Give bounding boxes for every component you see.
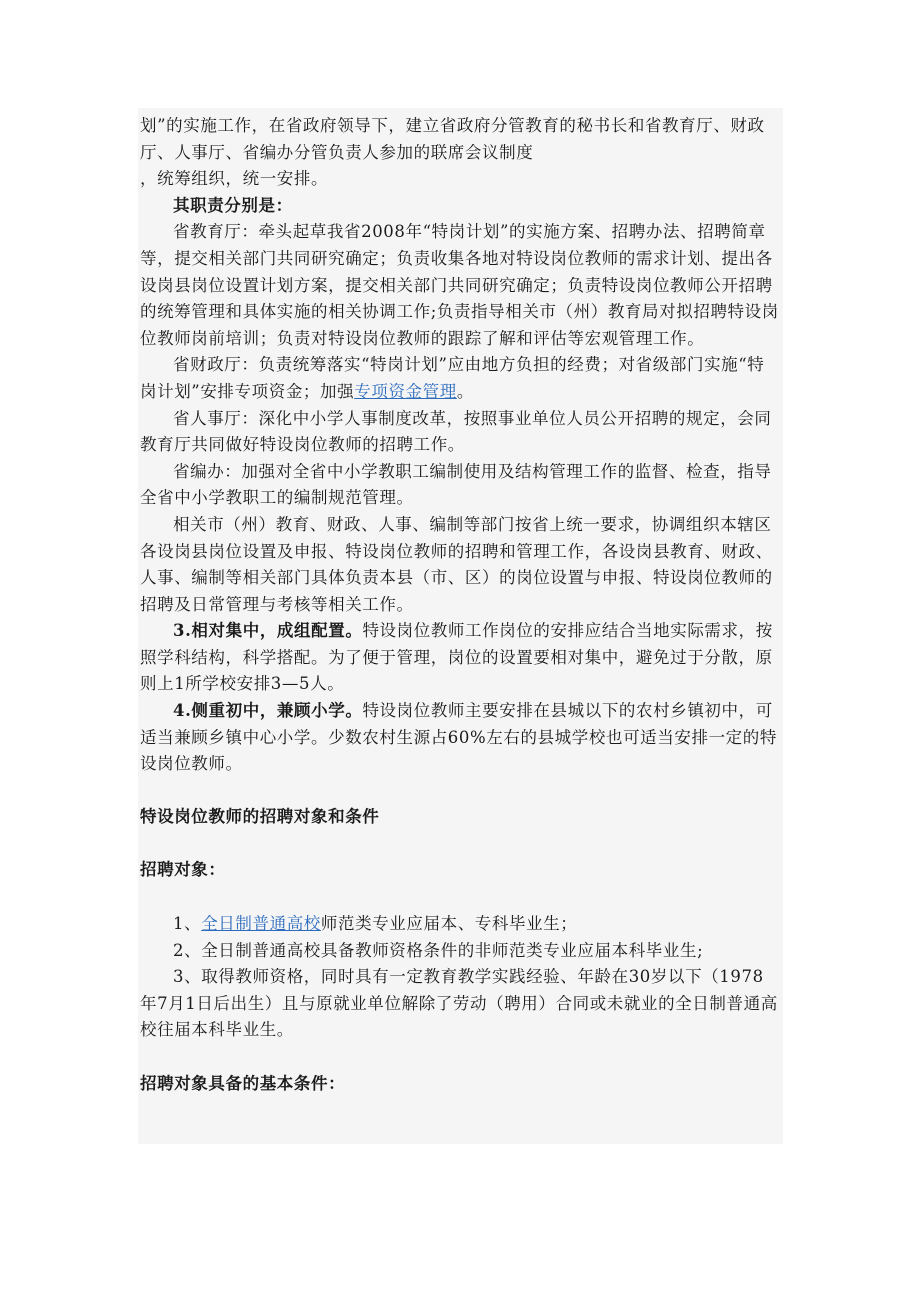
point-3-text: 特设岗位教师工作岗位的安排应结合当地实际需求，按照学科结构，科学搭配。为了便于管理，岗位的设置要相对集中，避免过于分散，原则上1所学校安排3—5人。 bbox=[140, 621, 773, 694]
intro-paragraph bbox=[140, 113, 780, 193]
target-item-1-text: 师范类专业应届本、专科毕业生； bbox=[320, 914, 578, 934]
finance-dept-paragraph bbox=[140, 352, 780, 405]
full-time-university-link[interactable]: 全日制普通高校 bbox=[201, 914, 321, 934]
personnel-dept-paragraph: 省人事厅：深化中小学人事制度改革，按照事业单位人员公开招聘的规定，会同教育厅共同做好特设岗位教师的招聘工作。 bbox=[140, 408, 772, 455]
target-item-2: 2、全日制普通高校具备教师资格条件的非师范类专业应届本科毕业生; bbox=[173, 940, 704, 960]
intro-line-1: 划”的实施工作，在省政府领导下，建立省政府分管教育的秘书长和省教育厅、财政厅、人事厅、省编办分管负责人参加的联席会议制度 bbox=[140, 116, 765, 162]
point-4-paragraph bbox=[140, 698, 780, 778]
local-depts-paragraph: 相关市（州）教育、财政、人事、编制等部门按省上统一要求，协调组织本辖区各设岗县岗位设置及申报、特设岗位教师的招聘和管理工作，各设岗县教育、财政、人事、编制等相关部门具体负责本县（市、区）的岗位设置与申报、特设岗位教师的招聘及日常管理与考核等相关工作。 bbox=[140, 514, 773, 614]
target-item-1 bbox=[140, 911, 780, 938]
recruitment-section-title: 特设岗位教师的招聘对象和条件 bbox=[140, 806, 380, 826]
point-3-paragraph bbox=[140, 618, 780, 698]
basic-conditions-heading: 招聘对象具备的基本条件： bbox=[140, 1074, 346, 1093]
target-item-1-prefix: 1、 bbox=[173, 914, 202, 934]
point-4-text: 特设岗位教师主要安排在县城以下的农村乡镇初中，可适当兼顾乡镇中心小学。少数农村生源占60%左右的县城学校也可适当安排一定的特设岗位教师。 bbox=[140, 701, 777, 774]
intro-line-2: ，统筹组织，统一安排。 bbox=[140, 169, 329, 189]
point-3-heading: 3.相对集中，成组配置。 bbox=[173, 621, 363, 641]
document-body bbox=[140, 113, 780, 1098]
special-fund-management-link[interactable]: 专项资金管理 bbox=[354, 381, 457, 401]
finance-dept-text: 省财政厅：负责统筹落实“特岗计划”应由地方负担的经费；对省级部门实施“特岗计划”安排专项资金；加强 bbox=[140, 355, 765, 401]
finance-dept-end: 。 bbox=[456, 381, 474, 401]
duties-heading: 其职责分别是： bbox=[173, 195, 293, 215]
edu-dept-paragraph: 省教育厅：牵头起草我省2008年“特岗计划”的实施方案、招聘办法、招聘简章等，提交相关部门共同研究确定；负责收集各地对特设岗位教师的需求计划、提出各设岗县岗位设置计划方案，提交相关部门共同研究确定；负责特设岗位教师公开招聘的统筹管理和具体实施的相关协调工作;负责指导相关市（州）教育局对拟招聘特设岗位教师岗前培训；负责对特设岗位教师的跟踪了解和评估等宏观管理工作。 bbox=[140, 222, 779, 348]
point-4-heading: 4.侧重初中，兼顾小学。 bbox=[173, 701, 363, 721]
target-item-3: 3、取得教师资格，同时具有一定教育教学实践经验、年龄在30岁以下（1978年7月1日后出生）且与原就业单位解除了劳动（聘用）合同或未就业的全日制普通高校往届本科毕业生。 bbox=[140, 967, 778, 1040]
staffing-office-paragraph: 省编办：加强对全省中小学教职工编制使用及结构管理工作的监督、检查，指导全省中小学教职工的编制规范管理。 bbox=[140, 461, 772, 508]
recruitment-targets-heading: 招聘对象： bbox=[140, 860, 226, 880]
